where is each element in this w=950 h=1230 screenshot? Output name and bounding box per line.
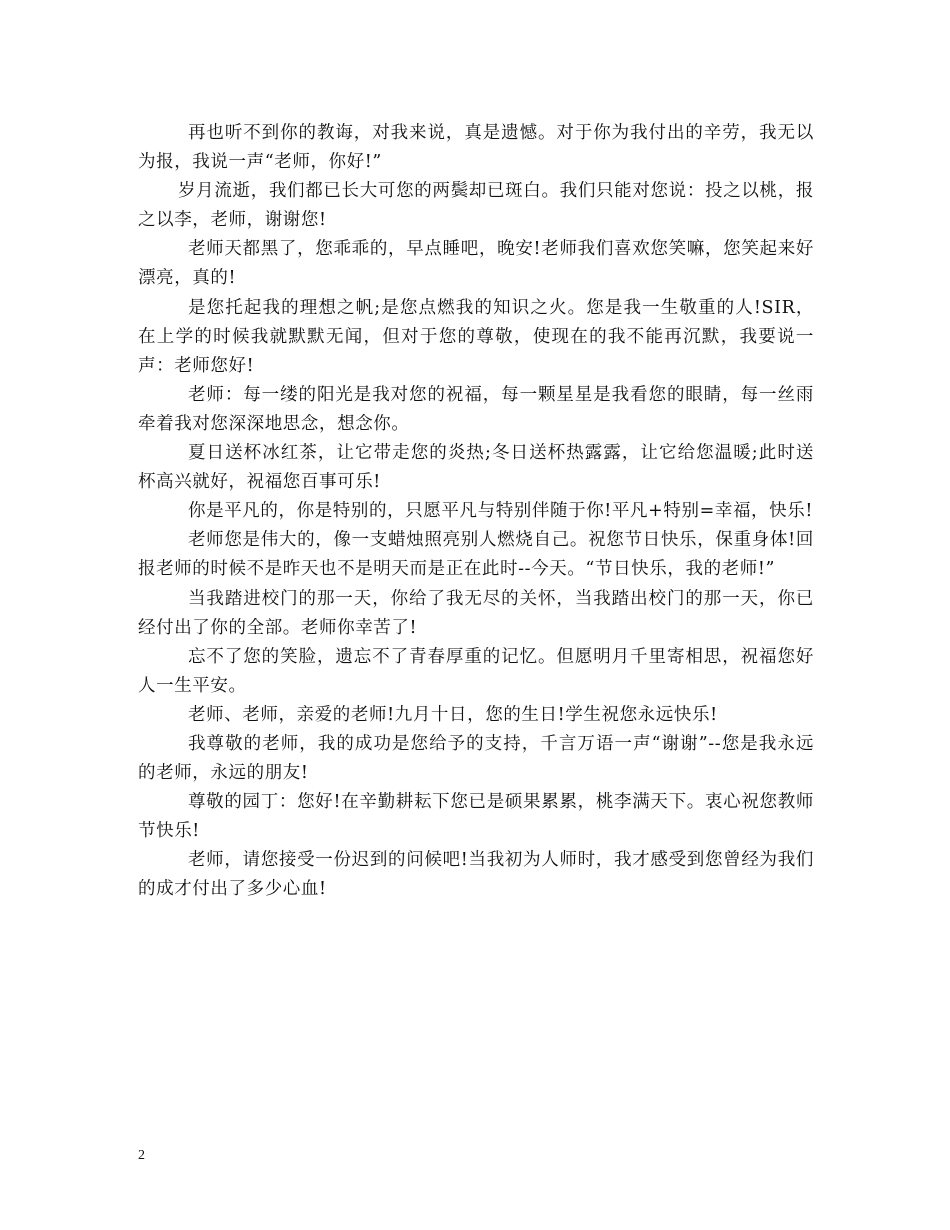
paragraph-5: 老师：每一缕的阳光是我对您的祝福，每一颗星星是我看您的眼睛，每一丝雨牵着我对您深深地思念，想念你。: [138, 384, 814, 434]
page-number: 2: [138, 1148, 145, 1163]
paragraph-8: 老师您是伟大的，像一支蜡烛照亮别人燃烧自己。祝您节日快乐，保重身体!回报老师的时候不是昨天也不是明天而是正在此时--今天。“节日快乐，我的老师!”: [138, 530, 814, 580]
paragraph-11: 老师、老师，亲爱的老师!九月十日，您的生日!学生祝您永远快乐!: [188, 704, 718, 725]
paragraph-2: 岁月流逝，我们都已长大可您的两鬓却已斑白。我们只能对您说：投之以桃，报之以李，老师，谢谢您!: [138, 181, 814, 231]
paragraph-4: 是您托起我的理想之帆;是您点燃我的知识之火。您是我一生敬重的人!SIR，在上学的时候我就默默无闻，但对于您的尊敬，使现在的我不能再沉默，我要说一声：老师您好!: [138, 297, 814, 376]
paragraph-7: 你是平凡的，你是特别的，只愿平凡与特别伴随于你!平凡+特别=幸福，快乐!: [188, 501, 813, 522]
paragraph-3: 老师天都黑了，您乖乖的，早点睡吧，晚安!老师我们喜欢您笑嘛，您笑起来好漂亮，真的!: [138, 239, 814, 289]
paragraph-12: 我尊敬的老师，我的成功是您给予的支持，千言万语一声“谢谢”--您是我永远的老师，永远的朋友!: [138, 733, 814, 784]
paragraph-14: 老师，请您接受一份迟到的问候吧!当我初为人师时，我才感受到您曾经为我们的成才付出了多少心血!: [138, 850, 814, 900]
paragraph-6: 夏日送杯冰红茶，让它带走您的炎热;冬日送杯热露露，让它给您温暖;此时送杯高兴就好，祝福您百事可乐!: [138, 443, 814, 493]
paragraph-13: 尊敬的园丁：您好!在辛勤耕耘下您已是硕果累累，桃李满天下。衷心祝您教师节快乐!: [138, 792, 814, 842]
paragraph-10: 忘不了您的笑脸，遗忘不了青春厚重的记忆。但愿明月千里寄相思，祝福您好人一生平安。: [138, 646, 814, 696]
document-body: [138, 119, 814, 905]
paragraph-1: 再也听不到你的教诲，对我来说，真是遗憾。对于你为我付出的辛劳，我无以为报，我说一声“老师，你好!”: [138, 123, 814, 173]
paragraph-9: 当我踏进校门的那一天，你给了我无尽的关怀，当我踏出校门的那一天，你已经付出了你的全部。老师你幸苦了!: [138, 588, 814, 638]
